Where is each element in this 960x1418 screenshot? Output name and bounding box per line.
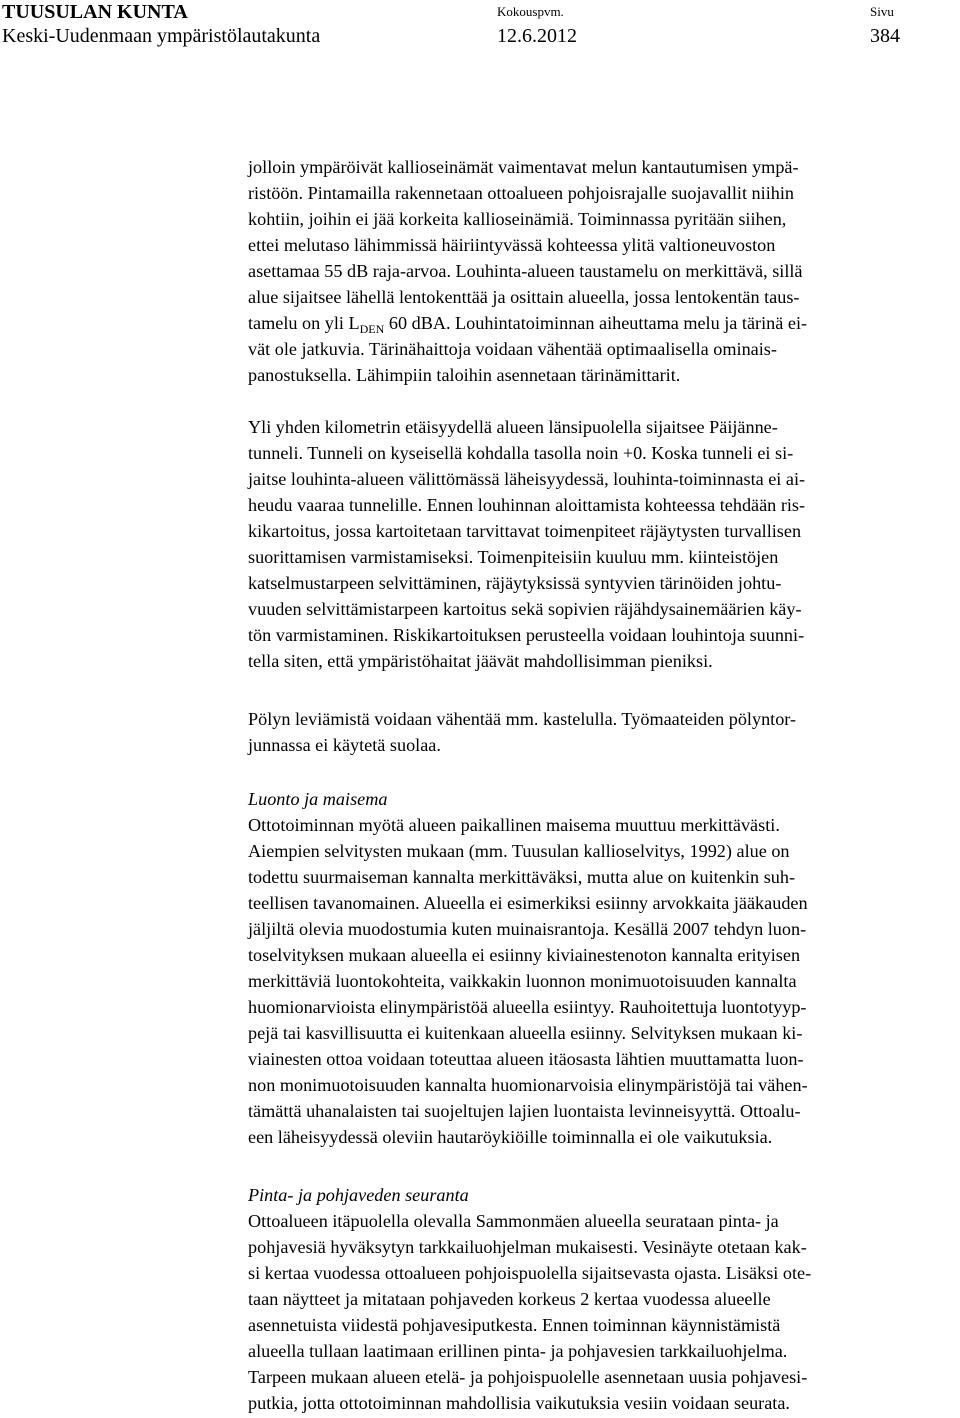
text-line: non monimuotoisuuden kannalta huomionarvoisia elinympäristöjä tai vähen- bbox=[248, 1075, 808, 1095]
text-line: huomionarvioista elinympäristöä alueella esiintyy. Rauhoitettuja luontotyyp- bbox=[248, 997, 807, 1017]
text-line: asettamaa 55 dB raja-arvoa. Louhinta-alueen taustamelu on merkittävä, sillä bbox=[248, 261, 803, 281]
text-line: tön varmistaminen. Riskikartoituksen perusteella voidaan louhintoja suunni- bbox=[248, 625, 805, 645]
text-line: Pölyn leviämistä voidaan vähentää mm. kastelulla. Työmaateiden pölyntor- bbox=[248, 709, 797, 729]
text-line: pejä tai kasvillisuutta ei kuitenkaan alueella esiinny. Selvityksen mukaan ki- bbox=[248, 1023, 803, 1043]
section-nature-landscape bbox=[248, 786, 960, 1150]
text-line: teellisen tavanomainen. Alueella ei esimerkiksi esiinny arvokkaita jääkauden bbox=[248, 893, 808, 913]
text-line: tämättä uhanalaisten tai suojeltujen lajien luontaista levinneisyyttä. Ottoalu- bbox=[248, 1101, 801, 1121]
text-line: alue sijaitsee lähellä lentokenttää ja osittain alueella, jossa lentokentän taus- bbox=[248, 287, 800, 307]
text-line: vuuden selvittämistarpeen kartoitus sekä sopivien räjähdysainemäärien käy- bbox=[248, 599, 802, 619]
text-line: junnassa ei käytetä suolaa. bbox=[248, 735, 441, 755]
paragraph-noise bbox=[248, 154, 960, 388]
text-line: kohtiin, joihin ei jää korkeita kallioseinämiä. Toiminnassa pyritään siihen, bbox=[248, 209, 787, 229]
page-number: 384 bbox=[870, 25, 900, 47]
text-line: viainesten ottoa voidaan toteuttaa alueen itäosasta lähtien muuttamatta luon- bbox=[248, 1049, 804, 1069]
text-line: kikartoitus, jossa kartoitetaan tarvittavat toimenpiteet räjäytysten turvallisen bbox=[248, 521, 802, 541]
text-line: asennetuista viidestä pohjavesiputkesta. Ennen toiminnan käynnistämistä bbox=[248, 1315, 781, 1335]
paragraph-tunnel bbox=[248, 414, 960, 674]
meeting-date-label: Kokouspvm. bbox=[497, 4, 564, 19]
text-line: een läheisyydessä oleviin hautaröykiöille toiminnalla ei ole vaikutuksia. bbox=[248, 1127, 773, 1147]
text-line: vät ole jatkuvia. Tärinähaittoja voidaan vähentää optimaalisella ominais- bbox=[248, 339, 777, 359]
text-line: Yli yhden kilometrin etäisyydellä alueen länsipuolella sijaitsee Päijänne- bbox=[248, 417, 778, 437]
text-line: jaitse louhinta-alueen välittömässä läheisyydessä, louhinta-toiminnasta ei ai- bbox=[248, 469, 806, 489]
text-line: si kertaa vuodessa ottoalueen pohjoispuolella sijaitsevasta ojasta. Lisäksi ote- bbox=[248, 1263, 812, 1283]
text-fragment: tamelu on yli L bbox=[248, 313, 360, 333]
text-line: Ottotoiminnan myötä alueen paikallinen maisema muuttuu merkittävästi. bbox=[248, 815, 780, 835]
organization-name: TUUSULAN KUNTA bbox=[2, 1, 188, 23]
text-fragment: 60 dBA. Louhintatoiminnan aiheuttama melu ja tärinä ei- bbox=[384, 313, 808, 333]
text-line: putkia, jotta ottotoiminnan mahdollisia vaikutuksia vesiin voidaan seurata. bbox=[248, 1393, 790, 1413]
text-line: panostuksella. Lähimpiin taloihin asennetaan tärinämittarit. bbox=[248, 365, 681, 385]
text-line: ettei melutaso lähimmissä häiriintyvässä kohteessa ylitä valtioneuvoston bbox=[248, 235, 776, 255]
text-line: toselvityksen mukaan alueella ei esiinny kiviainestenoton kannalta erityisen bbox=[248, 945, 801, 965]
text-line: pohjavesiä hyväksytyn tarkkailuohjelman mukaisesti. Vesinäyte otetaan kak- bbox=[248, 1237, 807, 1257]
meeting-date: 12.6.2012 bbox=[497, 25, 577, 47]
text-line: ristöön. Pintamailla rakennetaan ottoalueen pohjoisrajalle suojavallit niihin bbox=[248, 183, 794, 203]
committee-name: Keski-Uudenmaan ympäristölautakunta bbox=[2, 25, 321, 47]
text-line: tella siten, että ympäristöhaitat jäävät mahdollisimman pieniksi. bbox=[248, 651, 713, 671]
subscript-den: DEN bbox=[359, 322, 385, 336]
text-line bbox=[248, 310, 960, 336]
text-line: taan näytteet ja mitataan pohjaveden korkeus 2 kertaa vuodessa alueelle bbox=[248, 1289, 771, 1309]
text-line: tunneli. Tunneli on kyseisellä kohdalla tasolla noin +0. Koska tunneli ei si- bbox=[248, 443, 794, 463]
text-line: Tarpeen mukaan alueen etelä- ja pohjoispuolelle asennetaan uusia pohjavesi- bbox=[248, 1367, 808, 1387]
section-heading: Pinta- ja pohjaveden seuranta bbox=[248, 1185, 469, 1205]
text-line: jolloin ympäröivät kallioseinämät vaimentavat melun kantautumisen ympä- bbox=[248, 157, 799, 177]
text-line: Ottoalueen itäpuolella olevalla Sammonmäen alueella seurataan pinta- ja bbox=[248, 1211, 779, 1231]
section-heading: Luonto ja maisema bbox=[248, 789, 388, 809]
text-line: merkittäviä luontokohteita, vaikkakin luonnon monimuotoisuuden kannalta bbox=[248, 971, 797, 991]
text-line: Aiempien selvitysten mukaan (mm. Tuusulan kallioselvitys, 1992) alue on bbox=[248, 841, 790, 861]
text-line: alueella tullaan laatimaan erillinen pinta- ja pohjavesien tarkkailuohjelma. bbox=[248, 1341, 788, 1361]
text-line: jäljiltä olevia muodostumia kuten muinaisrantoja. Kesällä 2007 tehdyn luon- bbox=[248, 919, 807, 939]
text-line: suorittamisen varmistamiseksi. Toimenpiteisiin kuuluu mm. kiinteistöjen bbox=[248, 547, 779, 567]
text-line: todettu suurmaiseman kannalta merkittäväksi, mutta alue on kuitenkin suh- bbox=[248, 867, 796, 887]
paragraph-dust bbox=[248, 706, 960, 758]
text-line: heudu vaaraa tunnelille. Ennen louhinnan aloittamista kohteessa tehdään ris- bbox=[248, 495, 806, 515]
text-line: katselmustarpeen selvittäminen, räjäytyksissä syntyvien tärinöiden johtu- bbox=[248, 573, 782, 593]
section-water-monitoring bbox=[248, 1182, 960, 1416]
page-label: Sivu bbox=[870, 4, 894, 19]
